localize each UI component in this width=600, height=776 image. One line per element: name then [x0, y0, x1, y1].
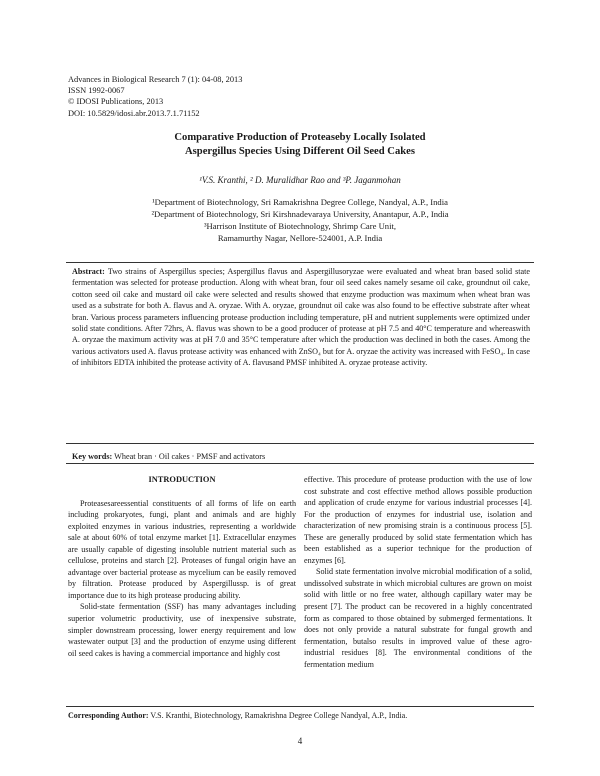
keywords — [72, 451, 530, 462]
journal-doi: DOI: 10.5829/idosi.abr.2013.7.1.71152 — [68, 108, 200, 118]
intro-paragraph-3: effective. This procedure of protease production with the use of low cost substrate and cost effective method allows possible production and application of crude enzyme for various industrial processes [4]. For the production of enzymes for industrial use, isolation and characterization of new promising strain is a continuous process [5]. These are generally produced by solid state fermentation which has been established as a superior technique for the production of enzymes [6]. — [304, 475, 532, 565]
journal-copyright: © IDOSI Publications, 2013 — [68, 97, 164, 107]
title-line-1: Comparative Production of Proteaseby Locally Isolated — [174, 132, 426, 143]
journal-header — [68, 74, 242, 119]
affiliation-2: ²Department of Biotechnology, Sri Kirshnadevaraya University, Anantapur, A.P., India — [151, 209, 449, 219]
intro-paragraph-2: Solid-state fermentation (SSF) has many advantages including superior volumetric productivity, use of inexpensive substrate, simpler downstream processing, lower energy requirement and low wastewater output [3] and the production of enzyme using different oil seed cakes is having a commercial importance and highly cost — [68, 602, 296, 658]
title-line-2: Aspergillus Species Using Different Oil Seed Cakes — [185, 146, 415, 157]
footnote-text: V.S. Kranthi, Biotechnology, Ramakrishna Degree College Nandyal, A.P., India. — [150, 711, 408, 720]
keywords-text: Wheat bran · Oil cakes · PMSF and activators — [114, 452, 266, 461]
footnote-divider — [66, 706, 534, 707]
abstract-text: Two strains of Aspergillus species; Aspergillus flavus and Aspergillusoryzae were evaluated and wheat bran based solid state fermentation was selected for protease production. Along with wheat bran, four oil seed cakes namely sesame oil cake, groundnut oil cake, cotton seed oil cake and mustard oil cake were selected and results showed that enzyme production was maximum when wheat bran was used as a substrate for both A. flavus and A. oryzae. With A. oryzae, groundnut oil cake was also found to be effective substrate after wheat bran. Various process parameters influencing protease production including temperature, pH and nutrient supplements were optimized under solid state conditions. After 72hrs, A. flavus was shown to be a good producer of protease at pH 7.5 and 40°C temperature and whereaswith A. oryzae the maximum activity was at pH 7.0 and 35°C temperature after which the production was declined in both the cases. Among the various activators used A. flavus protease activity was enhanced with ZnSO₄ but for A. oryzae the activity was increased with FeSO₄. In case of inhibitors EDTA inhibited the protease activity of A. flavusand PMSF inhibited A. oryzae protease activity. — [72, 267, 530, 368]
intro-paragraph-4: Solid state fermentation involve microbial modification of a solid, undissolved substrate in which microbial cultures are grown on moist solid with little or no free water, although capillary water may be present [7]. The product can be recovered in a highly concentrated form as compared to those obtained by submerged fermentations. It does not only provide a natural substrate for fungal growth and fermentation, butalso results in improved value of these agro-industrial residues [8]. The environmental conditions of the fermentation medium — [304, 567, 532, 669]
intro-paragraph-1: Proteasesareessential constituents of all forms of life on earth including prokaryotes, fungi, plant and animals and are highly exploited enzymes in various industries, representing a worldwide sale at about 60% of total enzyme market [1]. Extracellular enzymes are usually capable of digesting insoluble nutrient material such as cellulose, proteins and starch [2]. Proteases of fungal origin have an advantage over bacterial protease as mycelium can be easily removed by filtration. Protease produced by Aspergillussp. is of great importance due to its high protease producing ability. — [68, 498, 296, 600]
section-heading-introduction: INTRODUCTION — [148, 475, 216, 484]
left-column — [68, 474, 296, 659]
affiliations — [60, 196, 540, 244]
abstract-label: Abstract: — [72, 267, 105, 276]
affiliation-1: ¹Department of Biotechnology, Sri Ramakrishna Degree College, Nandyal, A.P., India — [152, 197, 448, 207]
right-column — [304, 474, 532, 670]
paper-title — [60, 131, 540, 159]
affiliation-4: Ramamurthy Nagar, Nellore-524001, A.P. India — [217, 233, 383, 243]
keywords-label: Key words: — [72, 452, 113, 461]
author-list: ¹V.S. Kranthi, ² D. Muralidhar Rao and ³P. Jaganmohan — [199, 175, 401, 185]
abstract — [72, 266, 530, 369]
journal-citation: Advances in Biological Research 7 (1): 04-08, 2013 — [68, 75, 243, 84]
journal-issn: ISSN 1992-0067 — [68, 86, 125, 96]
keywords-divider — [66, 463, 534, 464]
corresponding-author-footnote — [68, 710, 538, 721]
affiliation-3: ³Harrison Institute of Biotechnology, Shrimp Care Unit, — [203, 221, 396, 231]
page-number: 4 — [297, 736, 303, 746]
footnote-label: Corresponding Author: — [68, 711, 149, 720]
